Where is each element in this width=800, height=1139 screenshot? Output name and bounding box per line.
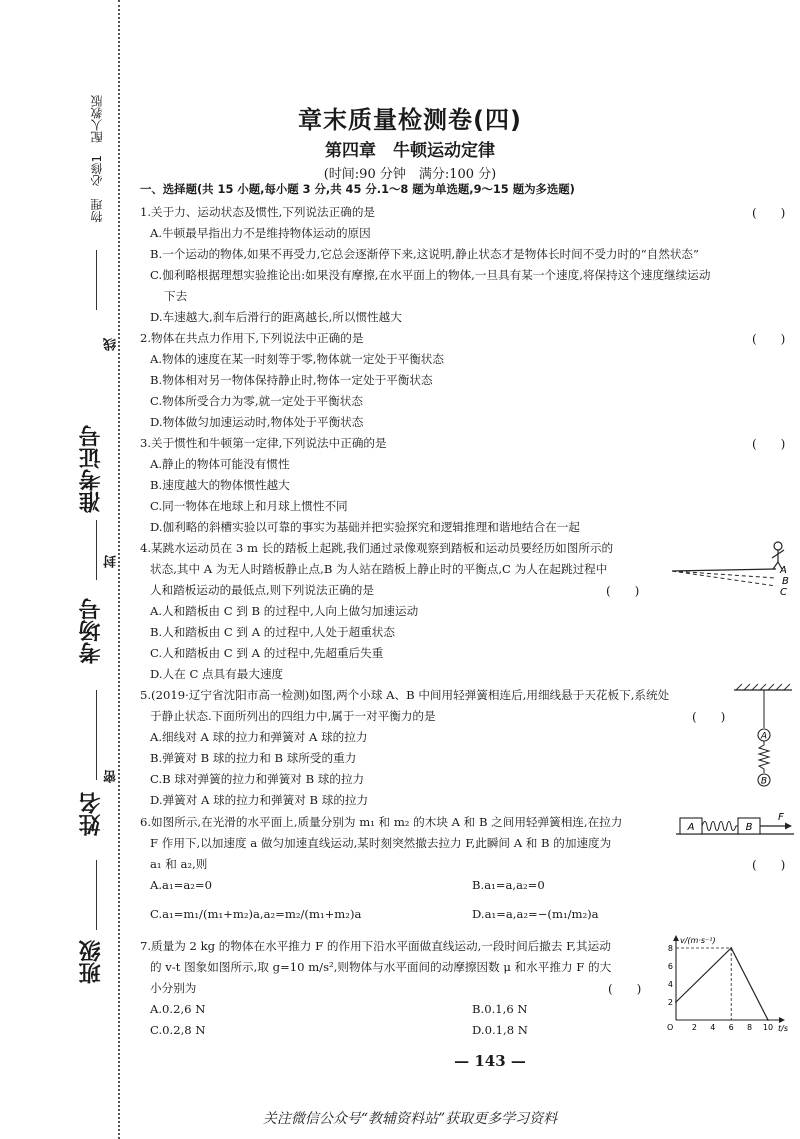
- ceiling-hatch: [736, 684, 790, 690]
- label-xingming: 姓名: [79, 792, 104, 836]
- vt-x-tick-label: 10: [762, 1023, 774, 1032]
- question-1-stem: 1.关于力、运动状态及惯性,下列说法正确的是: [140, 205, 376, 219]
- question-7-stem: 7.质量为 2 kg 的物体在水平推力 F 的作用下沿水平面做直线运动,一段时间后撤去 F,其运动: [140, 939, 611, 953]
- question-1-option-a: A.牛顿最早指出力不是维持物体运动的原因: [150, 226, 371, 240]
- binding-rule: [96, 520, 97, 580]
- answer-blank-2[interactable]: ( ): [752, 332, 786, 346]
- vt-y-arrow: [673, 935, 679, 941]
- spring-coil: [702, 822, 738, 831]
- section-heading: 一、选择题(共 15 小题,每小题 3 分,共 45 分.1～8 题为单选题,9～15 题为多选题): [140, 182, 575, 196]
- question-4-stem-cont: 人和踏板运动的最低点,则下列说法正确的是: [150, 583, 374, 597]
- footer-note: 关注微信公众号“教辅资料站”获取更多学习资料: [262, 1111, 558, 1127]
- answer-blank-1[interactable]: ( ): [752, 206, 786, 220]
- vt-y-label: v/(m·s⁻¹): [680, 936, 716, 945]
- diving-board-figure: [672, 538, 796, 602]
- question-3-stem: 3.关于惯性和牛顿第一定律,下列说法中正确的是: [140, 436, 387, 450]
- label-kaochang: 考场号: [79, 598, 104, 664]
- label-zhunkao: 准考证号: [79, 425, 104, 513]
- question-5-option-c: C.B 球对弹簧的拉力和弹簧对 B 球的拉力: [150, 772, 365, 786]
- vt-origin: O: [667, 1023, 674, 1032]
- ball-b-label: B: [760, 776, 768, 787]
- answer-blank-7[interactable]: ( ): [608, 982, 642, 996]
- question-3-option-b: B.速度越大的物体惯性越大: [150, 478, 290, 492]
- question-4-option-d: D.人在 C 点具有最大速度: [150, 667, 284, 681]
- vt-y-tick-label: 6: [667, 962, 673, 971]
- question-3-option-a: A.静止的物体可能没有惯性: [150, 457, 290, 471]
- board-position-a: [672, 569, 776, 571]
- question-2-option-b: B.物体相对另一物体保持静止时,物体一定处于平衡状态: [150, 373, 433, 387]
- question-6-option-a: A.a₁=a₂=0: [150, 878, 212, 892]
- binding-rule: [96, 690, 97, 780]
- question-7-option-b: B.0.1,6 N: [472, 1002, 528, 1016]
- chapter-title: 第四章 牛顿运动定律: [325, 141, 495, 161]
- question-5-option-b: B.弹簧对 B 球的拉力和 B 球所受的重力: [150, 751, 357, 765]
- exam-meta: (时间:90 分钟 满分:100 分): [323, 167, 497, 182]
- binding-rule: [96, 860, 97, 930]
- question-5-option-d: D.弹簧对 A 球的拉力和弹簧对 B 球的拉力: [150, 793, 369, 807]
- vt-y-tick-label: 2: [667, 998, 673, 1007]
- block-b-label: B: [745, 822, 753, 833]
- binding-rule: [96, 250, 97, 310]
- vt-y-tick-label: 8: [667, 944, 673, 953]
- vt-y-tick-label: 4: [667, 980, 673, 989]
- question-4-option-c: C.人和踏板由 C 到 A 的过程中,先超重后失重: [150, 646, 384, 660]
- answer-blank-5[interactable]: ( ): [692, 710, 726, 724]
- board-position-c: [672, 571, 776, 586]
- question-1-option-d: D.车速越大,刹车后滑行的距离越长,所以惯性越大: [150, 310, 402, 324]
- question-5-stem-cont: 于静止状态.下面所列出的四组力中,属于一对平衡力的是: [150, 709, 436, 723]
- question-6-stem-cont: F 作用下,以加速度 a 做匀加速直线运动,某时刻突然撤去拉力 F,此瞬间 A 和 B 的加速度为: [150, 836, 612, 850]
- board-label-a: A: [780, 565, 787, 576]
- question-2-option-a: A.物体的速度在某一时刻等于零,物体就一定处于平衡状态: [150, 352, 444, 366]
- answer-blank-4[interactable]: ( ): [606, 584, 640, 598]
- question-6-stem: 6.如图所示,在光滑的水平面上,质量分别为 m₁ 和 m₂ 的木块 A 和 B 之间用轻弹簧相连,在拉力: [140, 815, 623, 829]
- board-label-c: C: [780, 587, 787, 598]
- vt-x-arrow: [779, 1017, 785, 1023]
- blocks-spring-figure: [674, 808, 796, 840]
- question-4-option-b: B.人和踏板由 C 到 A 的过程中,人处于超重状态: [150, 625, 395, 639]
- question-4-option-a: A.人和踏板由 C 到 B 的过程中,人向上做匀加速运动: [150, 604, 419, 618]
- question-3-option-c: C.同一物体在地球上和月球上惯性不同: [150, 499, 348, 513]
- question-5-stem: 5.(2019·辽宁省沈阳市高一检测)如图,两个小球 A、B 中间用轻弹簧相连后,用细线悬于天花板下,系统处: [140, 688, 670, 702]
- page-number: — 143 —: [454, 1052, 526, 1070]
- question-1-option-c: C.伽利略根据理想实验推论出:如果没有摩擦,在水平面上的物体,一旦具有某一个速度,将保持这个速度继续运动: [150, 268, 711, 282]
- answer-blank-3[interactable]: ( ): [752, 437, 786, 451]
- question-5-option-a: A.细线对 A 球的拉力和弹簧对 A 球的拉力: [150, 730, 368, 744]
- block-a-label: A: [687, 822, 695, 833]
- board-label-b: B: [782, 576, 789, 587]
- question-7-stem-cont: 的 v-t 图象如图所示,取 g=10 m/s²,则物体与水平面间的动摩擦因数 μ 和水平推力 F 的大: [150, 960, 612, 974]
- label-banji: 班级: [79, 940, 104, 984]
- question-4-stem-cont: 状态,其中 A 为无人时踏板静止点,B 为人站在踏板上静止时的平衡点,C 为人在起跳过程中: [150, 562, 608, 576]
- question-1-option-c-cont: 下去: [164, 289, 188, 303]
- question-6-option-c: C.a₁=m₁/(m₁+m₂)a,a₂=m₂/(m₁+m₂)a: [150, 907, 362, 921]
- vt-graph: [664, 932, 794, 1034]
- question-4-stem: 4.某跳水运动员在 3 m 长的踏板上起跳,我们通过录像观察到踏板和运动员要经历如图所示的: [140, 541, 614, 555]
- question-7-option-c: C.0.2,8 N: [150, 1023, 206, 1037]
- question-6-option-d: D.a₁=a,a₂=−(m₁/m₂)a: [472, 907, 599, 921]
- question-7-stem-cont: 小分别为: [150, 981, 197, 995]
- mark-feng: 封: [104, 555, 119, 568]
- force-arrowhead: [785, 823, 792, 830]
- mark-xian: 线: [104, 338, 119, 351]
- hanging-spring-figure: [730, 684, 796, 794]
- page-title: 章末质量检测卷(四): [298, 106, 522, 134]
- vt-x-tick-label: 6: [728, 1023, 734, 1032]
- ball-a-label: A: [760, 731, 768, 742]
- mark-mi: 密: [104, 770, 119, 783]
- vt-series-line: [676, 948, 768, 1020]
- question-6-stem-cont: a₁ 和 a₂,则: [150, 857, 208, 871]
- force-label: F: [778, 812, 784, 823]
- question-1-option-b: B.一个运动的物体,如果不再受力,它总会逐渐停下来,这说明,静止状态才是物体长时间不受力时的“自然状态”: [150, 247, 699, 261]
- binding-strip: [0, 0, 119, 1139]
- vt-x-tick-label: 2: [691, 1023, 697, 1032]
- board-position-b: [672, 571, 776, 578]
- question-7-option-a: A.0.2,6 N: [150, 1002, 206, 1016]
- vt-x-tick-label: 8: [747, 1023, 753, 1032]
- question-7-option-d: D.0.1,8 N: [472, 1023, 528, 1037]
- answer-blank-6[interactable]: ( ): [752, 858, 786, 872]
- question-2-option-c: C.物体所受合力为零,就一定处于平衡状态: [150, 394, 363, 408]
- question-2-option-d: D.物体做匀加速运动时,物体处于平衡状态: [150, 415, 364, 429]
- vt-x-tick-label: 4: [710, 1023, 716, 1032]
- binding-edition: 物理 必修1 配人教版: [90, 95, 104, 223]
- spring: [759, 741, 769, 773]
- vt-x-label: t/s: [778, 1024, 788, 1033]
- question-3-option-d: D.伽利略的斜槽实验以可靠的事实为基础并把实验探究和逻辑推理和谐地结合在一起: [150, 520, 580, 534]
- question-2-stem: 2.物体在共点力作用下,下列说法中正确的是: [140, 331, 364, 345]
- question-6-option-b: B.a₁=a,a₂=0: [472, 878, 545, 892]
